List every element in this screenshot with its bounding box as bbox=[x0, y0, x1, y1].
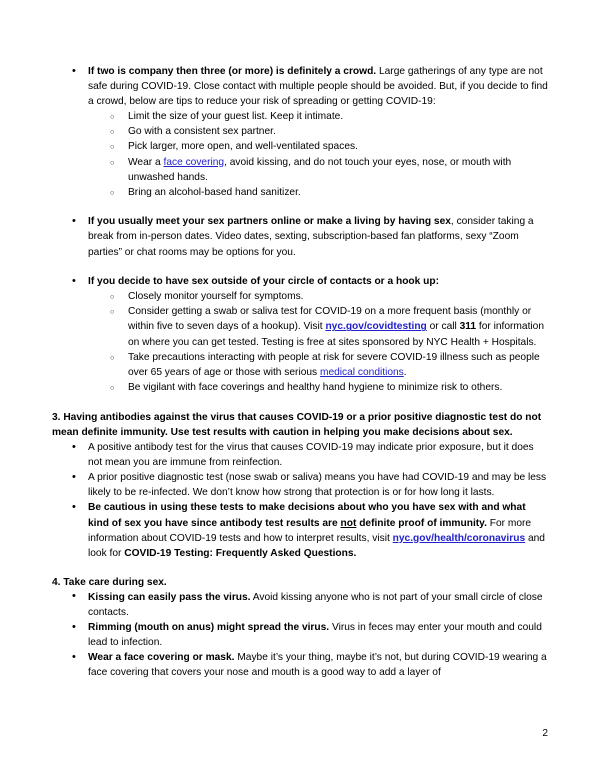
list-item bbox=[52, 500, 548, 560]
face-covering-link[interactable]: face covering bbox=[163, 156, 225, 168]
bullet-list-level-2 bbox=[52, 289, 548, 395]
sub-item-text: Closely monitor yourself for symptoms. bbox=[128, 291, 304, 303]
bullet-lead-bold: If you decide to have sex outside of your circle of contacts or a hook up: bbox=[88, 276, 439, 288]
list-item bbox=[52, 124, 548, 139]
bullet-body-text: Avoid kissing anyone who is not part of your small circle of close contacts. bbox=[88, 591, 543, 618]
sub-item-text-pre: Take precautions interacting with people at risk for severe COVID-19 illness such as people over 65 years of age or those with serious bbox=[128, 351, 540, 378]
list-item bbox=[52, 350, 548, 380]
sub-item-text-mid: or call bbox=[426, 321, 460, 333]
sub-item-text-post: for information on where you can get tested. Testing is free at sites sponsored by NYC Health + Hospitals. bbox=[128, 321, 545, 348]
document-body bbox=[52, 64, 548, 680]
section-heading-3: 3. Having antibodies against the virus that causes COVID-19 or a prior positive diagnostic test do not mean definite immunity. Use test results with caution in helping you make decisions about sex. bbox=[52, 411, 542, 438]
sub-item-text: Pick larger, more open, and well-ventilated spaces. bbox=[128, 141, 358, 153]
bullet-list-level-1 bbox=[52, 64, 548, 109]
list-item bbox=[52, 304, 548, 349]
bullet-list-level-2 bbox=[52, 109, 548, 200]
bullet-body-text: A positive antibody test for the virus that causes COVID-19 may indicate prior exposure, but it does not mean you are immune from reinfection. bbox=[88, 442, 534, 469]
section-heading-4: 4. Take care during sex. bbox=[52, 576, 167, 588]
list-item bbox=[52, 380, 548, 395]
list-item bbox=[52, 64, 548, 109]
phone-311-bold: 311 bbox=[459, 321, 477, 333]
list-item bbox=[52, 620, 548, 650]
bullet-lead-bold: If you usually meet your sex partners online or make a living by having sex bbox=[88, 216, 451, 228]
list-item bbox=[52, 155, 548, 185]
not-emphasis: not bbox=[340, 517, 357, 529]
bullet-lead-bold: Rimming (mouth on anus) might spread the virus. bbox=[88, 622, 330, 634]
sub-item-text-pre: Consider getting a swab or saliva test for COVID-19 on a more frequent basis (monthly or within five to seven days of a hookup). Visit bbox=[128, 306, 532, 333]
bullet-body-text: Virus in feces may enter your mouth and could lead to infection. bbox=[88, 622, 542, 649]
sub-item-text-pre: Wear a bbox=[128, 156, 164, 168]
list-item bbox=[52, 139, 548, 154]
bullet-body-text: A prior positive diagnostic test (nose swab or saliva) means you have had COVID-19 and may be less likely to be re-infected. We don’t know how strong that protection is or for how long it lasts. bbox=[88, 472, 547, 499]
bullet-body-text-2: and look for bbox=[88, 532, 545, 559]
sub-item-text: Limit the size of your guest list. Keep it intimate. bbox=[128, 111, 344, 123]
list-item bbox=[52, 440, 548, 470]
bullet-list-level-1 bbox=[52, 274, 548, 289]
sub-item-text-post: , avoid kissing, and do not touch your eyes, nose, or mouth with unwashed hands. bbox=[128, 156, 512, 183]
page-number: 2 bbox=[542, 728, 548, 739]
list-item bbox=[52, 470, 548, 500]
bullet-body-text: Large gatherings of any type are not safe during COVID-19. Close contact with multiple people should be avoided. But, if you decide to find a crowd, below are tips to reduce your risk of spreading or getting COVID-19: bbox=[88, 66, 548, 108]
bullet-list-level-1 bbox=[52, 440, 548, 561]
sub-item-text-post: . bbox=[403, 366, 407, 378]
bullet-list-level-1 bbox=[52, 590, 548, 681]
medical-conditions-link[interactable]: medical conditions bbox=[319, 366, 404, 378]
bullet-list-level-1 bbox=[52, 214, 548, 259]
bullet-lead-bold: If two is company then three (or more) is definitely a crowd. bbox=[88, 66, 377, 77]
bullet-body-text: , consider taking a break from in-person dates. Video dates, sexting, subscription-based fan platforms, sexy “Zoom parties” or chat rooms may be options for you. bbox=[88, 216, 534, 258]
coronavirus-link[interactable]: nyc.gov/health/coronavirus bbox=[392, 532, 526, 544]
bullet-lead-bold-2: definite proof of immunity. bbox=[356, 517, 487, 529]
faq-title-bold: COVID-19 Testing: Frequently Asked Questions. bbox=[124, 547, 357, 559]
list-item bbox=[52, 185, 548, 200]
covidtesting-link[interactable]: nyc.gov/covidtesting bbox=[325, 321, 427, 333]
list-item bbox=[52, 650, 548, 680]
bullet-body-text: Maybe it’s your thing, maybe it’s not, but during COVID-19 wearing a face covering that covers your nose and mouth is a good way to add a layer of bbox=[88, 652, 547, 679]
list-item bbox=[52, 214, 548, 259]
list-item bbox=[52, 274, 548, 289]
sub-item-text: Be vigilant with face coverings and healthy hand hygiene to minimize risk to others. bbox=[128, 381, 503, 393]
list-item bbox=[52, 289, 548, 304]
list-item bbox=[52, 590, 548, 620]
list-item bbox=[52, 109, 548, 124]
bullet-body-text: For more information about COVID-19 tests and how to interpret results, visit bbox=[88, 517, 532, 544]
sub-item-text: Bring an alcohol-based hand sanitizer. bbox=[128, 186, 301, 198]
bullet-lead-bold: Kissing can easily pass the virus. bbox=[88, 591, 251, 603]
sub-item-text: Go with a consistent sex partner. bbox=[128, 126, 276, 138]
bullet-lead-bold: Be cautious in using these tests to make decisions about who you have sex with and what kind of sex you have since antibody test results are bbox=[88, 502, 526, 529]
bullet-lead-bold: Wear a face covering or mask. bbox=[88, 652, 235, 664]
